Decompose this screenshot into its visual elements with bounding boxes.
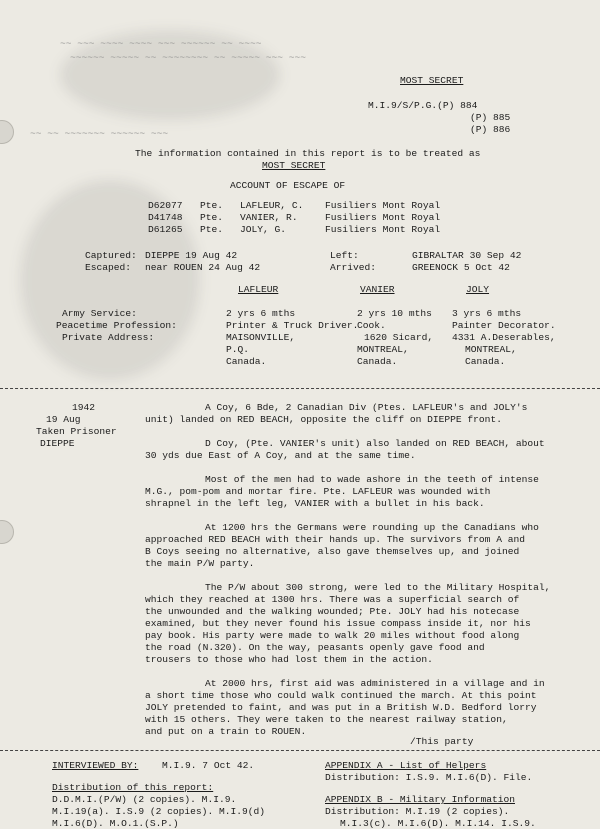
body-line: the main P/W party. xyxy=(145,558,255,569)
unit: Fusiliers Mont Royal xyxy=(325,200,441,211)
rank: Pte. xyxy=(200,212,224,223)
service-number: D41748 xyxy=(148,212,183,223)
escaper-name: VANIER, R. xyxy=(240,212,298,223)
unit: Fusiliers Mont Royal xyxy=(325,212,441,223)
body-line: approached RED BEACH with their hands up. The survivors from A and xyxy=(145,534,525,545)
escaped-label: Escaped: xyxy=(85,262,132,273)
table-cell: P.Q. xyxy=(226,344,250,355)
rank: Pte. xyxy=(200,224,224,235)
notice-classification: MOST SECRET xyxy=(262,160,326,171)
margin-note: Taken Prisoner xyxy=(36,426,117,437)
table-cell: 2 yrs 6 mths xyxy=(226,308,296,319)
bleed-through-text: ~~ ~~~ ~~~~ ~~~~ ~~~ ~~~~~~ ~~ ~~~~ xyxy=(60,38,262,49)
appendix-b-title: APPENDIX B - Military Information xyxy=(325,794,515,805)
body-line: D Coy, (Pte. VANIER's unit) also landed on RED BEACH, about xyxy=(205,438,545,449)
body-line: shrapnel in the left leg, VANIER with a bullet in his back. xyxy=(145,498,485,509)
punch-hole xyxy=(0,520,14,544)
body-line: A Coy, 6 Bde, 2 Canadian Div (Ptes. LAFLEUR's and JOLY's xyxy=(205,402,528,413)
body-line: The P/W about 300 strong, were led to the Military Hospital, xyxy=(205,582,551,593)
bleed-through-text: ~~~~~~ ~~~~~ ~~ ~~~~~~~~ ~~ ~~~~~ ~~~ ~~~ xyxy=(70,52,307,63)
row-label: Peacetime Profession: xyxy=(56,320,177,331)
margin-year: 1942 xyxy=(72,402,96,413)
service-number: D62077 xyxy=(148,200,183,211)
service-number: D61265 xyxy=(148,224,183,235)
notice-text: The information contained in this report is to be treated as xyxy=(135,148,481,159)
column-header: VANIER xyxy=(360,284,395,295)
reference-number: M.I.9/S/P.G.(P) 884 xyxy=(368,100,478,111)
left-label: Left: xyxy=(330,250,359,261)
table-cell: Cook. xyxy=(357,320,386,331)
table-cell: Painter Decorator. xyxy=(452,320,556,331)
table-cell: 4331 A.Deserables, xyxy=(452,332,556,343)
body-line: 30 yds due East of A Coy, and at the same time. xyxy=(145,450,416,461)
body-line: JOLY pretended to faint, and was put in a British W.D. Bedford lorry xyxy=(145,702,537,713)
body-line: At 1200 hrs the Germans were rounding up the Canadians who xyxy=(205,522,539,533)
appendix-b-distribution: Distribution: M.I.19 (2 copies). xyxy=(325,806,510,817)
body-line: a short time those who could walk continued the march. At this point xyxy=(145,690,537,701)
interviewed-value: M.I.9. 7 Oct 42. xyxy=(162,760,255,771)
arrived-label: Arrived: xyxy=(330,262,377,273)
captured-label: Captured: xyxy=(85,250,137,261)
body-line: unit) landed on RED BEACH, opposite the cliff on DIEPPE front. xyxy=(145,414,502,425)
punch-hole xyxy=(0,120,14,144)
distribution-line: D.D.M.I.(P/W) (2 copies). M.I.9. xyxy=(52,794,237,805)
escaped-value: near ROUEN 24 Aug 42 xyxy=(145,262,261,273)
rank: Pte. xyxy=(200,200,224,211)
body-line: which they reached at 1300 hrs. There was a superficial search of xyxy=(145,594,520,605)
table-cell: Canada. xyxy=(357,356,398,367)
row-label: Army Service: xyxy=(62,308,137,319)
margin-date: 19 Aug xyxy=(46,414,81,425)
body-line: the road (N.320). On the way, peasants openly gave food and xyxy=(145,642,485,653)
body-line: At 2000 hrs, first aid was administered in a village and in xyxy=(205,678,545,689)
divider xyxy=(0,750,600,751)
reference-number: (P) 885 xyxy=(470,112,511,123)
appendix-a-title: APPENDIX A - List of Helpers xyxy=(325,760,487,771)
table-cell: 1620 Sicard, xyxy=(364,332,434,343)
classification-header: MOST SECRET xyxy=(400,75,464,86)
body-line: Most of the men had to wade ashore in the teeth of intense xyxy=(205,474,539,485)
table-cell: MONTREAL, xyxy=(357,344,409,355)
bleed-through-text: ~~ ~~ ~~~~~~~ ~~~~~~ ~~~ xyxy=(30,128,169,139)
distribution-line: M.I.6(D). M.O.1.(S.P.) xyxy=(52,818,179,829)
body-line: examined, but they never found his issue compass inside it, nor his xyxy=(145,618,531,629)
body-line: trousers to those who had lost them in the action. xyxy=(145,654,433,665)
column-header: LAFLEUR xyxy=(238,284,279,295)
unit: Fusiliers Mont Royal xyxy=(325,224,441,235)
table-cell: Printer & Truck Driver. xyxy=(226,320,359,331)
distribution-label: Distribution of this report: xyxy=(52,782,214,793)
appendix-a-distribution: Distribution: I.S.9. M.I.6(D). File. xyxy=(325,772,533,783)
table-cell: MAISONVILLE, xyxy=(226,332,296,343)
body-line: B Coys seeing no alternative, also gave themselves up, and joined xyxy=(145,546,520,557)
table-cell: MONTREAL, xyxy=(465,344,517,355)
captured-value: DIEPPE 19 Aug 42 xyxy=(145,250,238,261)
body-line: M.G., pom-pom and mortar fire. Pte. LAFLEUR was wounded with xyxy=(145,486,491,497)
interviewed-label: INTERVIEWED BY: xyxy=(52,760,139,771)
body-line: pay book. His party were made to walk 20 miles without food along xyxy=(145,630,520,641)
body-line: with 15 others. They were taken to the nearest railway station, xyxy=(145,714,508,725)
divider xyxy=(0,388,600,389)
table-cell: Canada. xyxy=(226,356,267,367)
row-label: Private Address: xyxy=(62,332,155,343)
escaper-name: LAFLEUR, C. xyxy=(240,200,304,211)
table-cell: Canada. xyxy=(465,356,506,367)
appendix-b-distribution: M.I.3(c). M.I.6(D). M.I.14. I.S.9. xyxy=(340,818,536,829)
continuation-note: /This party xyxy=(410,736,474,747)
body-line: the unwounded and the walking wounded; Pte. JOLY had his notecase xyxy=(145,606,520,617)
left-value: GIBRALTAR 30 Sep 42 xyxy=(412,250,522,261)
reference-number: (P) 886 xyxy=(470,124,511,135)
table-cell: 3 yrs 6 mths xyxy=(452,308,522,319)
body-line: and put on a train to ROUEN. xyxy=(145,726,307,737)
report-title: ACCOUNT OF ESCAPE OF xyxy=(230,180,346,191)
escaper-name: JOLY, G. xyxy=(240,224,287,235)
margin-place: DIEPPE xyxy=(40,438,75,449)
distribution-line: M.I.19(a). I.S.9 (2 copies). M.I.9(d) xyxy=(52,806,266,817)
table-cell: 2 yrs 10 mths xyxy=(357,308,432,319)
column-header: JOLY xyxy=(466,284,490,295)
arrived-value: GREENOCK 5 Oct 42 xyxy=(412,262,510,273)
